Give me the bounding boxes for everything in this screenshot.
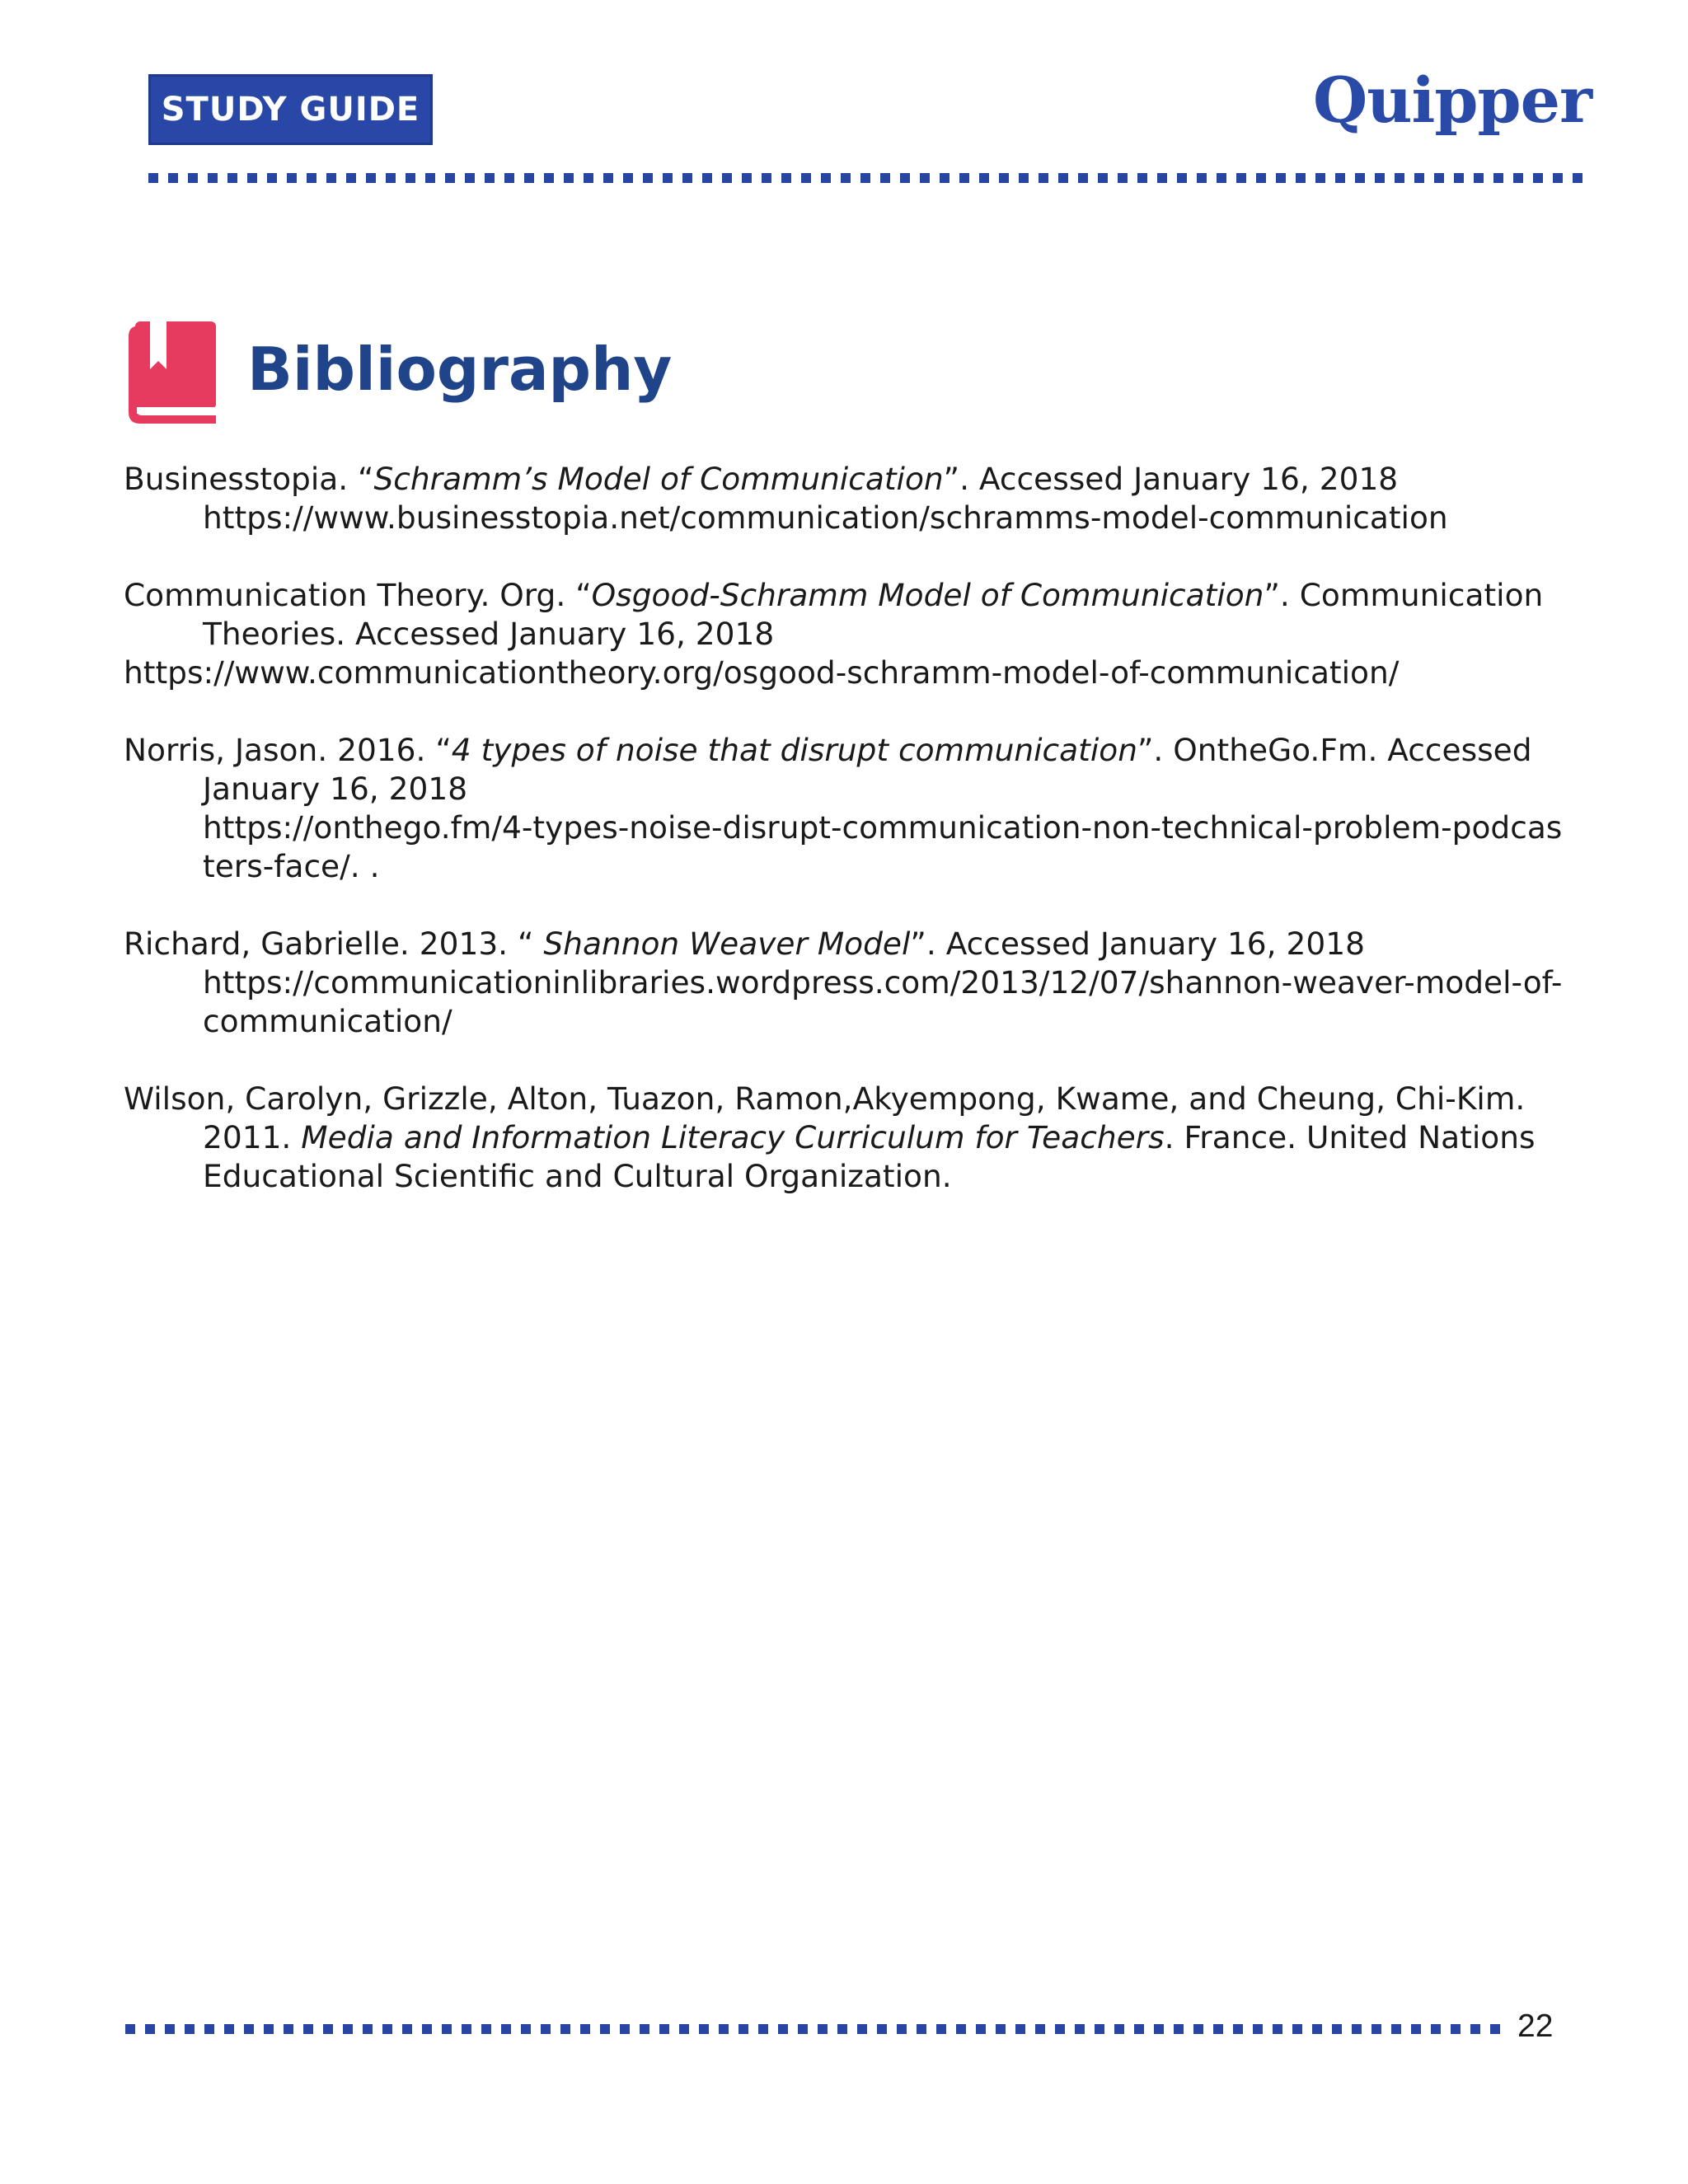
study-guide-label: STUDY GUIDE [161,91,420,129]
reference-item [124,460,1574,537]
reference-citation: 2011. Media and Information Literacy Curriculum for Teachers. France. United Nations [203,1119,1536,1155]
section-title: Bibliography [247,335,673,404]
page-number: 22 [1517,2008,1554,2044]
reference-citation-continued: Theories. Accessed January 16, 2018 [203,616,775,652]
reference-url: https://www.businesstopia.net/communication/schramms-model-communication [203,499,1448,536]
reference-citation: Businesstopia. “Schramm’s Model of Communication”. Accessed January 16, 2018 [124,461,1399,497]
reference-title: Schramm’s Model of Communication [373,461,944,497]
reference-url-continued: communication/ [203,1003,452,1039]
study-guide-badge [148,74,433,145]
reference-title: Media and Information Literacy Curriculum for Teachers [301,1119,1165,1155]
reference-title: 4 types of noise that disrupt communication [451,732,1137,768]
quipper-logo: Quipper [1312,63,1592,137]
reference-url: https://www.communicationtheory.org/osgood-schramm-model-of-communication/ [124,654,1400,691]
reference-item [124,731,1574,886]
reference-citation-continued: January 16, 2018 [203,771,468,807]
reference-item [124,925,1574,1041]
reference-title: Shannon Weaver Model [543,926,911,962]
bookmark-book-icon [129,321,216,424]
reference-authors: Wilson, Carolyn, Grizzle, Alton, Tuazon, Ramon,Akyempong, Kwame, and Cheung, Chi-Kim. [124,1080,1526,1117]
reference-item [124,576,1574,692]
reference-title: Osgood-Schramm Model of Communication [591,577,1264,613]
reference-citation: Communication Theory. Org. “Osgood-Schramm Model of Communication”. Communication [124,577,1544,613]
footer-dotted-divider [125,2024,1505,2034]
reference-citation: Norris, Jason. 2016. “4 types of noise that disrupt communication”. OntheGo.Fm. Accessed [124,732,1532,768]
reference-item [124,1080,1574,1196]
reference-url-continued: ters-face/. . [203,848,380,884]
reference-list [124,460,1574,1235]
reference-citation: Richard, Gabrielle. 2013. “ Shannon Weaver Model”. Accessed January 16, 2018 [124,926,1365,962]
header-dotted-divider [148,173,1592,183]
reference-url: https://communicationinlibraries.wordpress.com/2013/12/07/shannon-weaver-model-of- [203,964,1563,1001]
reference-citation-continued: Educational Scientific and Cultural Organization. [203,1158,952,1194]
reference-url: https://onthego.fm/4-types-noise-disrupt-communication-non-technical-problem-podcas [203,809,1563,846]
